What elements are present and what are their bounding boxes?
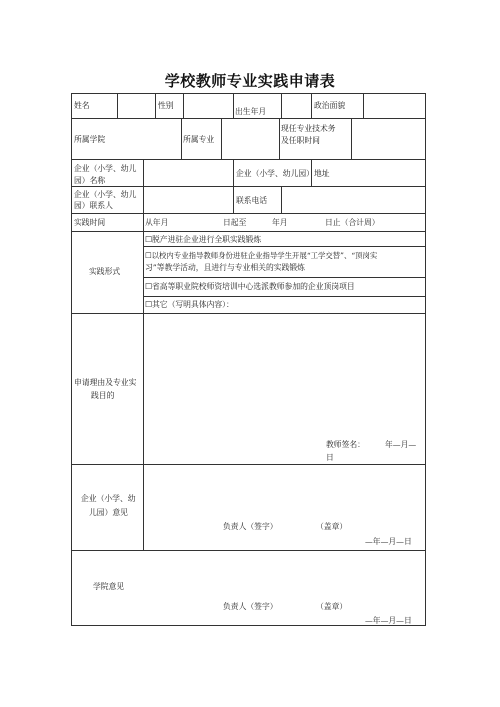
company-head-signature: 负责人（签字） xyxy=(223,522,278,531)
major-label: 所属专业 xyxy=(183,135,215,144)
practice-form-label: 实践形式 xyxy=(89,267,121,276)
name-label: 姓名 xyxy=(74,101,90,110)
form-border-top xyxy=(71,93,426,94)
company-contact-label-line1: 企业（小学、幼儿 xyxy=(74,190,137,199)
col-divider-r1-c xyxy=(183,93,184,118)
birth-date-label: 出生年月 xyxy=(235,107,267,116)
row-divider-7 xyxy=(71,464,426,465)
company-name-label-line1: 企业（小学、幼儿 xyxy=(74,164,137,173)
company-address-label: 企业（小学、幼儿园）地址 xyxy=(236,169,330,178)
practice-option-fulltime[interactable]: ☐脱产进驻企业进行全职实践锻炼 xyxy=(145,235,262,244)
row-divider-3 xyxy=(71,186,426,187)
practice-divider-1 xyxy=(143,246,426,247)
professional-title-label-line2: 及任职时间 xyxy=(281,136,320,145)
practice-option-provincial[interactable]: ☐省高等职业院校师资培训中心选派教师参加的企业顶岗项目 xyxy=(145,282,355,291)
col-divider-r4-c xyxy=(281,186,282,213)
col-divider-r1-f xyxy=(311,93,312,118)
practice-option-guidance-line1[interactable]: ☐以校内专业指导教师身份进驻企业指导学生开展“工学交替”、“顶岗实 xyxy=(145,251,378,260)
col-divider-r3-b xyxy=(233,159,234,213)
college-opinion-label: 学院意见 xyxy=(93,582,125,591)
college-head-signature: 负责人（签字） xyxy=(223,602,278,611)
col-divider-r1-g xyxy=(363,93,364,118)
political-status-label: 政治面貌 xyxy=(314,101,346,110)
practice-divider-2 xyxy=(143,277,426,278)
reason-label-line1: 申请理由及专业实 xyxy=(74,378,137,387)
teacher-signature-date: 年—月— xyxy=(385,440,417,449)
teacher-signature-label: 教师签名： xyxy=(326,440,365,449)
company-opinion-label-line2: 儿园）意见 xyxy=(89,508,128,517)
col-divider-r1-a xyxy=(117,93,118,118)
col-divider-r2-b xyxy=(221,118,222,159)
practice-time-from: 从年月 xyxy=(145,218,169,227)
col-divider-r3-a xyxy=(143,159,144,213)
company-seal: （盖章） xyxy=(316,522,348,531)
row-divider-4 xyxy=(71,213,426,214)
contact-phone-label: 联系电话 xyxy=(236,196,268,205)
practice-time-end: 日止（合计周） xyxy=(325,218,380,227)
col-divider-r1-e xyxy=(281,93,282,118)
row-divider-5 xyxy=(71,231,426,232)
form-border-right xyxy=(425,93,426,626)
row-divider-1 xyxy=(71,118,426,119)
practice-time-label: 实践时间 xyxy=(74,218,106,227)
college-seal: （盖章） xyxy=(316,602,348,611)
application-form xyxy=(71,93,426,626)
row-divider-6 xyxy=(71,313,426,314)
gender-label: 性别 xyxy=(158,101,174,110)
company-opinion-label-line1: 企业（小学、幼 xyxy=(81,494,136,503)
col-divider-r1-b xyxy=(155,93,156,118)
practice-time-year-month: 年月 xyxy=(272,218,288,227)
form-border-left xyxy=(71,93,72,626)
college-label: 所属学院 xyxy=(74,135,106,144)
company-opinion-date: —年—月—日 xyxy=(365,537,412,546)
company-name-label-line2: 园）名称 xyxy=(74,176,106,185)
teacher-signature-date-day: 日 xyxy=(326,453,334,462)
col-divider-r1-d xyxy=(233,93,234,118)
college-opinion-date: —年—月—日 xyxy=(365,616,412,625)
row-divider-8 xyxy=(71,550,426,551)
row-divider-2 xyxy=(71,159,426,160)
company-contact-label-line2: 园）联系人 xyxy=(74,201,113,210)
practice-option-other[interactable]: ☐其它（写明具体内容）： xyxy=(145,300,234,309)
col-divider-r2-a xyxy=(181,118,182,159)
col-divider-r2-c xyxy=(279,118,280,159)
practice-time-start: 日起至 xyxy=(223,218,247,227)
col-divider-r2-d xyxy=(351,118,352,159)
col-divider-label xyxy=(143,213,144,550)
reason-label-line2: 践目的 xyxy=(91,391,115,400)
practice-option-guidance-line2: 习”等教学活动，且进行与专业相关的实践锻炼 xyxy=(145,263,305,272)
page-title: 学校教师专业实践申请表 xyxy=(164,72,336,90)
practice-divider-3 xyxy=(143,296,426,297)
professional-title-label-line1: 现任专业技术务 xyxy=(281,124,336,133)
